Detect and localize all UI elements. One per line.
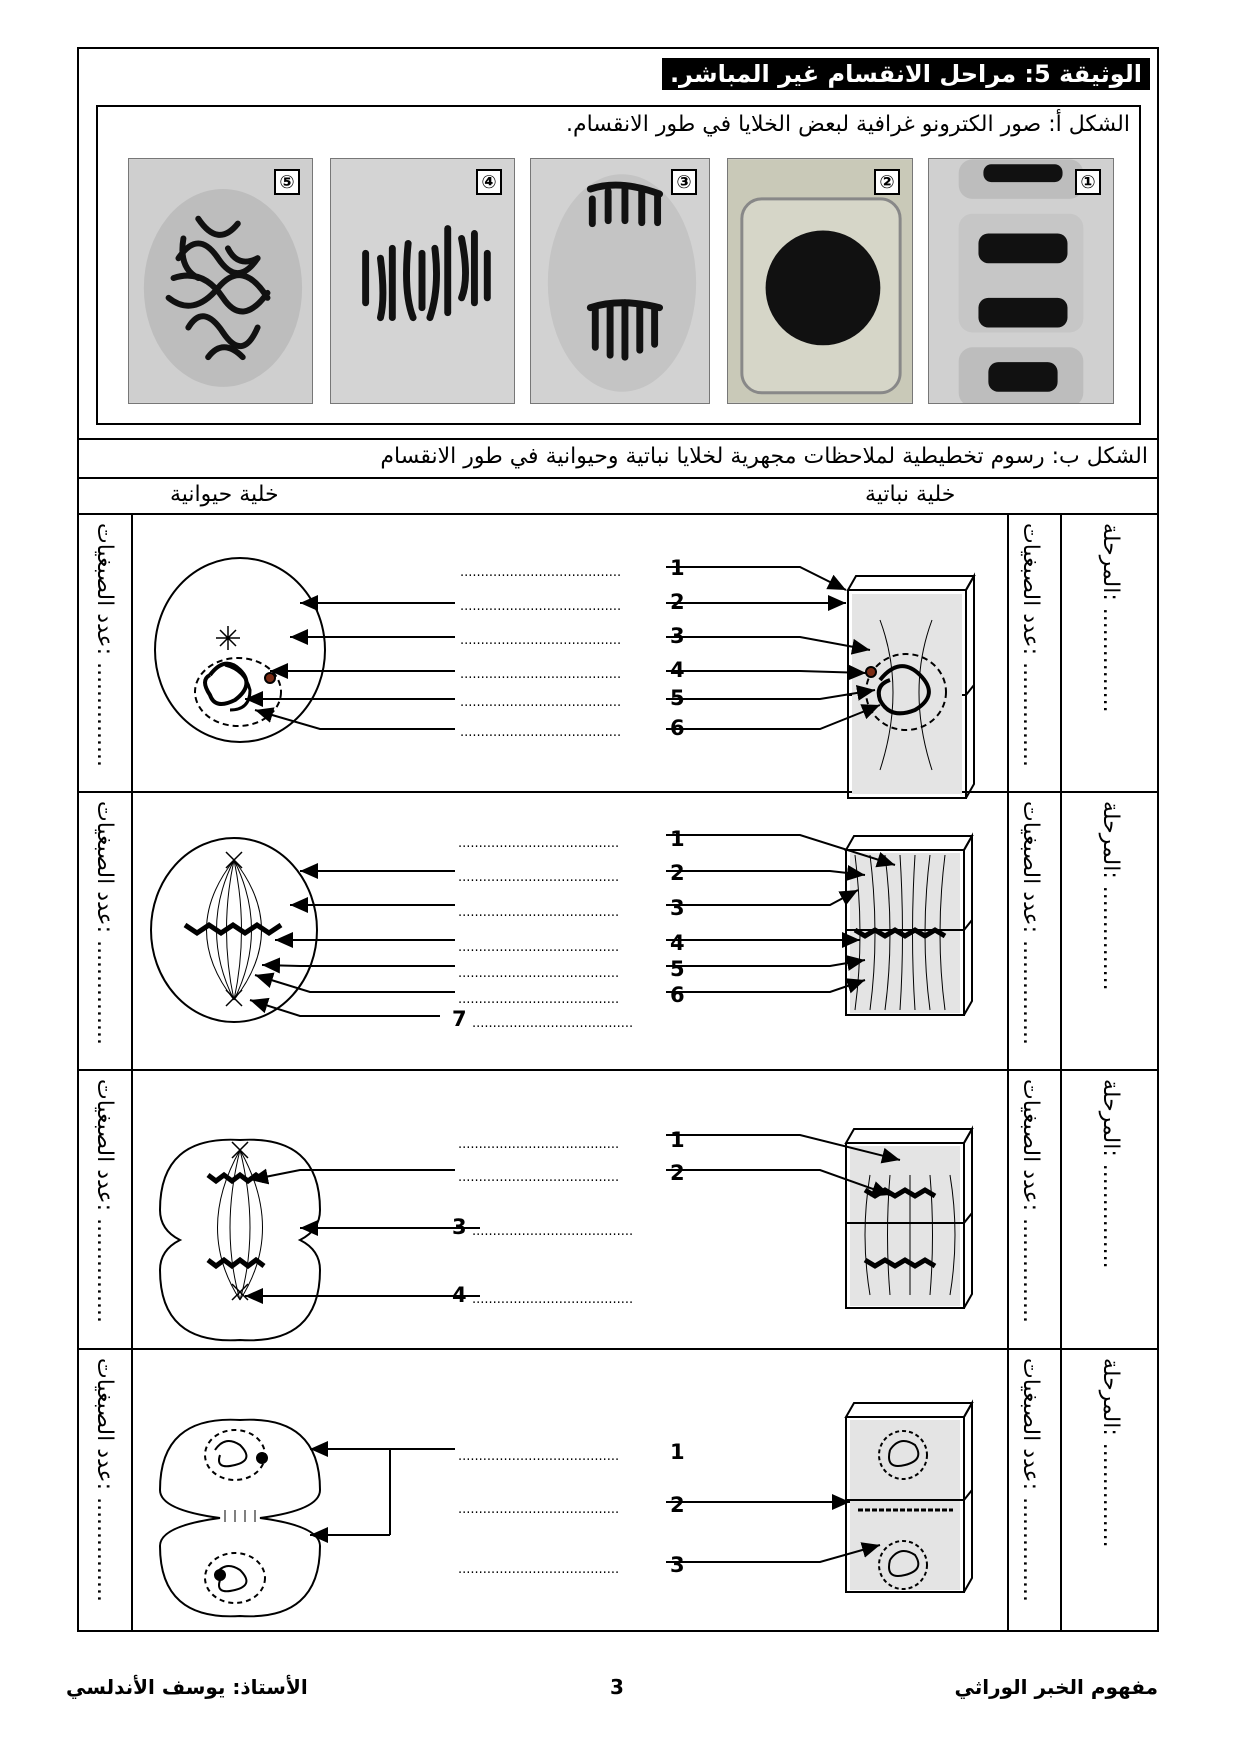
row4-label-3: 3 bbox=[670, 1553, 685, 1577]
answer-line[interactable]: ....................................... bbox=[458, 1502, 620, 1517]
stage-label: المرحلة: ............... bbox=[1098, 523, 1123, 713]
answer-line[interactable]: ....................................... bbox=[458, 905, 620, 920]
chromosome-count-label: عدد الصبغيات: ............... bbox=[92, 523, 117, 767]
row1-label-6: 6 bbox=[670, 716, 685, 740]
chromosome-count-label: عدد الصبغيات: ............... bbox=[92, 801, 117, 1045]
row2-label-4: 4 bbox=[670, 931, 685, 955]
column-divider bbox=[1060, 513, 1062, 1632]
row2-label-2: 2 bbox=[670, 861, 685, 885]
row4-label-2: 2 bbox=[670, 1493, 685, 1517]
row3-label-4: 4 bbox=[452, 1283, 467, 1307]
answer-line[interactable]: ....................................... bbox=[458, 940, 620, 955]
photo-4 bbox=[330, 158, 515, 404]
answer-line[interactable]: ....................................... bbox=[460, 565, 622, 580]
figure-a-caption: الشكل أ: صور الكترونو غرافية لبعض الخلايا في طور الانقسام. bbox=[565, 112, 1130, 137]
chromosome-count-label: عدد الصبغيات: ............... bbox=[1018, 523, 1043, 767]
answer-line[interactable]: ....................................... bbox=[460, 633, 622, 648]
divider bbox=[77, 477, 1159, 479]
answer-line[interactable]: ....................................... bbox=[460, 695, 622, 710]
footer-subject: مفهوم الخبر الوراثي bbox=[954, 1675, 1158, 1699]
answer-line[interactable]: ....................................... bbox=[458, 1137, 620, 1152]
column-divider bbox=[131, 513, 133, 1632]
answer-line[interactable]: ....................................... bbox=[460, 725, 622, 740]
row1-label-1: 1 bbox=[670, 556, 685, 580]
stage-label: المرحلة: ............... bbox=[1098, 1358, 1123, 1548]
answer-line[interactable]: ....................................... bbox=[458, 1170, 620, 1185]
photo-number-5: ⑤ bbox=[274, 169, 300, 195]
row2-label-5: 5 bbox=[670, 957, 685, 981]
row2-label-6: 6 bbox=[670, 983, 685, 1007]
answer-line[interactable]: ....................................... bbox=[458, 966, 620, 981]
chromosome-count-label: عدد الصبغيات: ............... bbox=[92, 1358, 117, 1602]
chromosome-count-label: عدد الصبغيات: ............... bbox=[1018, 1079, 1043, 1323]
row2-label-3: 3 bbox=[670, 896, 685, 920]
row4-label-1: 1 bbox=[670, 1440, 685, 1464]
answer-line[interactable]: ....................................... bbox=[458, 870, 620, 885]
photo-number-4: ④ bbox=[476, 169, 502, 195]
photo-5 bbox=[128, 158, 313, 404]
answer-line[interactable]: ....................................... bbox=[458, 836, 620, 851]
row2-label-7: 7 bbox=[452, 1007, 467, 1031]
answer-line[interactable]: ....................................... bbox=[458, 992, 620, 1007]
photo-2 bbox=[727, 158, 913, 404]
divider bbox=[77, 438, 1159, 440]
answer-line[interactable]: ....................................... bbox=[460, 667, 622, 682]
row2-label-1: 1 bbox=[670, 827, 685, 851]
row1-label-2: 2 bbox=[670, 590, 685, 614]
row3-label-1: 1 bbox=[670, 1128, 685, 1152]
stage-label: المرحلة: ............... bbox=[1098, 801, 1123, 991]
answer-line[interactable]: ....................................... bbox=[472, 1016, 634, 1031]
answer-line[interactable]: ....................................... bbox=[460, 599, 622, 614]
photo-1 bbox=[928, 158, 1114, 404]
photo-3 bbox=[530, 158, 710, 404]
column-divider bbox=[1007, 513, 1009, 1632]
column-animal-header: خلية حيوانية bbox=[170, 482, 279, 507]
answer-line[interactable]: ....................................... bbox=[458, 1449, 620, 1464]
stage-label: المرحلة: ............... bbox=[1098, 1079, 1123, 1269]
photo-number-3: ③ bbox=[671, 169, 697, 195]
photo-number-2: ② bbox=[874, 169, 900, 195]
footer-page-number: 3 bbox=[610, 1675, 624, 1699]
photo-number-1: ① bbox=[1075, 169, 1101, 195]
chromosome-count-label: عدد الصبغيات: ............... bbox=[1018, 1358, 1043, 1602]
divider bbox=[77, 1348, 1159, 1350]
row1-label-4: 4 bbox=[670, 658, 685, 682]
answer-line[interactable]: ....................................... bbox=[472, 1292, 634, 1307]
divider bbox=[77, 513, 1159, 515]
answer-line[interactable]: ....................................... bbox=[472, 1224, 634, 1239]
footer-teacher: الأستاذ: يوسف الأندلسي bbox=[66, 1675, 308, 1699]
document-title: الوثيقة 5: مراحل الانقسام غير المباشر. bbox=[662, 58, 1150, 90]
row1-label-5: 5 bbox=[670, 686, 685, 710]
column-plant-header: خلية نباتية bbox=[865, 482, 956, 507]
divider bbox=[77, 791, 1159, 793]
row1-label-3: 3 bbox=[670, 624, 685, 648]
row3-label-3: 3 bbox=[452, 1215, 467, 1239]
chromosome-count-label: عدد الصبغيات: ............... bbox=[1018, 801, 1043, 1045]
chromosome-count-label: عدد الصبغيات: ............... bbox=[92, 1079, 117, 1323]
row3-label-2: 2 bbox=[670, 1161, 685, 1185]
answer-line[interactable]: ....................................... bbox=[458, 1562, 620, 1577]
divider bbox=[77, 1069, 1159, 1071]
figure-b-caption: الشكل ب: رسوم تخطيطية لملاحظات مجهرية لخلايا نباتية وحيوانية في طور الانقسام bbox=[380, 444, 1148, 469]
